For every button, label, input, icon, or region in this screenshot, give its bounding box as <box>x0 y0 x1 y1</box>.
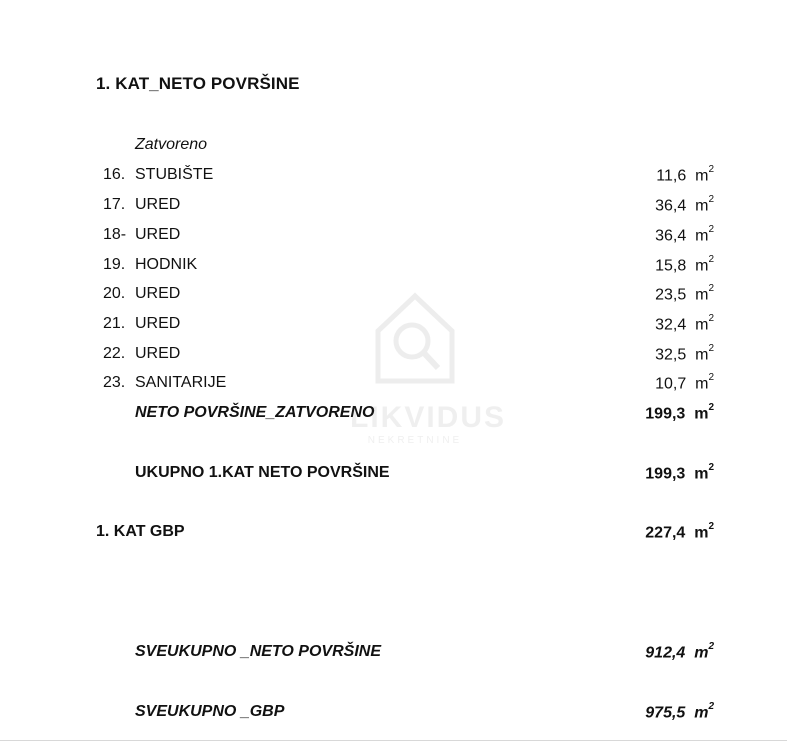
room-number: 22. <box>103 345 126 362</box>
room-number: 20. <box>103 285 126 302</box>
room-name: URED <box>135 226 181 243</box>
room-row <box>0 345 787 369</box>
room-row <box>0 196 787 220</box>
room-number: 16. <box>103 166 126 183</box>
bottom-divider <box>0 740 787 741</box>
room-row <box>0 315 787 339</box>
grand-net-row <box>0 643 787 667</box>
watermark-name: LIKVIDUS <box>350 401 507 434</box>
watermark-sub: NEKRETNINE <box>367 435 463 446</box>
room-area: 36,4 $m^2$ <box>655 194 714 215</box>
room-area: 11,6 $m^2$ <box>656 164 714 185</box>
gbp-row <box>0 523 787 547</box>
floor-total-label: UKUPNO 1.KAT NETO POVRŠINE <box>135 464 390 481</box>
room-row <box>0 166 787 190</box>
grand-gbp-area: 975,5 $m^2$ <box>645 701 714 722</box>
room-number: 23. <box>103 374 126 391</box>
room-name: URED <box>135 196 181 213</box>
subtotal-label: NETO POVRŠINE_ZATVORENO <box>135 404 375 421</box>
room-area: 23,5 $m^2$ <box>655 283 714 304</box>
room-name: HODNIK <box>135 256 198 273</box>
room-row <box>0 226 787 250</box>
room-area: 36,4 $m^2$ <box>655 224 714 245</box>
grand-gbp-label: SVEUKUPNO _GBP <box>135 703 285 720</box>
room-area: 10,7 $m^2$ <box>655 372 714 393</box>
room-name: SANITARIJE <box>135 374 227 391</box>
floor-total-area: 199,3 $m^2$ <box>645 462 714 483</box>
subtotal-closed-row <box>0 404 787 428</box>
gbp-label: 1. KAT GBP <box>96 523 185 540</box>
room-number: 18- <box>103 226 127 243</box>
room-area: 15,8 $m^2$ <box>655 254 714 275</box>
room-name: URED <box>135 285 181 302</box>
gbp-area: 227,4 $m^2$ <box>645 521 714 542</box>
room-number: 21. <box>103 315 126 332</box>
page-heading: 1. KAT_NETO POVRŠINE <box>96 74 300 93</box>
watermark-logo <box>350 286 507 456</box>
room-area: 32,5 $m^2$ <box>655 343 714 364</box>
section-label-closed: Zatvoreno <box>135 136 208 153</box>
room-area: 32,4 $m^2$ <box>655 313 714 334</box>
grand-gbp-row <box>0 703 787 727</box>
room-row <box>0 374 787 398</box>
room-number: 19. <box>103 256 126 273</box>
grand-net-area: 912,4 $m^2$ <box>645 641 714 662</box>
room-name: URED <box>135 315 181 332</box>
room-row <box>0 256 787 280</box>
floor-total-row <box>0 464 787 488</box>
room-number: 17. <box>103 196 126 213</box>
grand-net-label: SVEUKUPNO _NETO POVRŠINE <box>135 643 381 660</box>
room-name: URED <box>135 345 181 362</box>
room-row <box>0 285 787 309</box>
room-name: STUBIŠTE <box>135 166 214 183</box>
subtotal-area: 199,3 $m^2$ <box>645 402 714 423</box>
